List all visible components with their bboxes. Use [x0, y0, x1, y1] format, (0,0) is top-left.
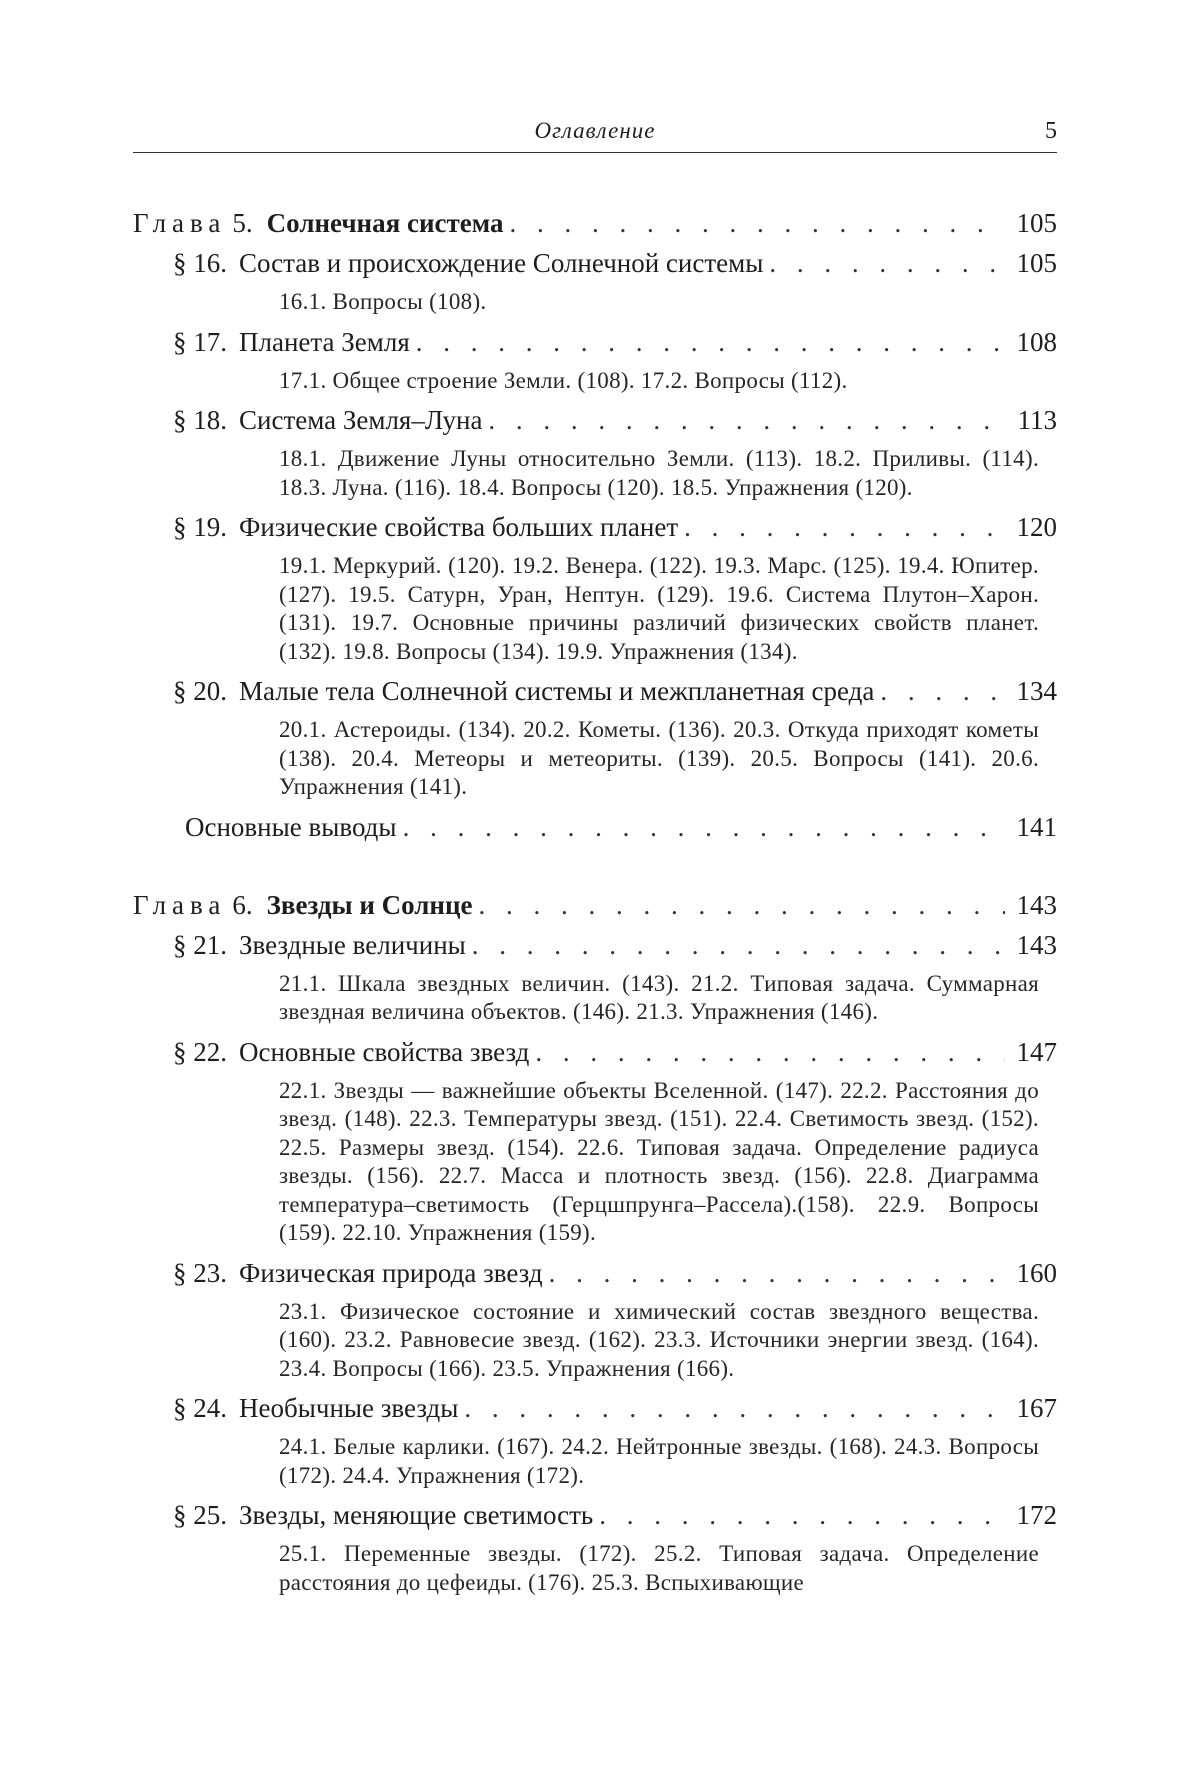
toc-section[interactable]	[173, 1393, 1057, 1490]
subsection-list: 25.1. Переменные звезды. (172). 25.2. Типовая задача. Определение расстояния до цефеиды. (176). 25.3. Вспыхивающие	[279, 1541, 1039, 1595]
table-of-contents	[133, 208, 1057, 1607]
running-title: Оглавление	[534, 118, 656, 143]
section-number: § 22.	[173, 1036, 227, 1067]
dot-leader	[549, 1258, 1005, 1289]
section-title: Планета Земля	[239, 326, 410, 357]
toc-section[interactable]	[173, 1037, 1057, 1248]
conclusions-title: Основные выводы	[185, 811, 397, 842]
section-title: Звездные величины	[239, 929, 466, 960]
dot-leader	[479, 890, 1005, 921]
chapter-title: Звезды и Солнце	[266, 889, 473, 920]
chapter-page: 105	[1016, 208, 1057, 238]
toc-page	[133, 0, 1057, 1778]
subsection-list: 24.1. Белые карлики. (167). 24.2. Нейтронные звезды. (168). 24.3. Вопросы (172). 24.4. Упражнения (172).	[279, 1434, 1039, 1488]
section-number: § 18.	[173, 405, 227, 435]
section-number: § 24.	[173, 1393, 227, 1423]
subsection-list: 18.1. Движение Луны относительно Земли. (113). 18.2. Приливы. (114). 18.3. Луна. (116). 18.4. Вопросы (120). 18.5. Упражнения (120).	[279, 446, 1039, 500]
dot-leader	[464, 1393, 1005, 1424]
dot-leader	[769, 248, 1005, 279]
toc-section[interactable]	[173, 327, 1057, 396]
conclusions-page: 141	[1016, 811, 1057, 842]
chapter-heading[interactable]	[133, 208, 1057, 248]
subsection-list: 21.1. Шкала звездных величин. (143). 21.2. Типовая задача. Суммарная звездная величина объектов. (146). 21.3. Упражнения (146).	[279, 970, 1039, 1024]
dot-leader	[509, 208, 1005, 239]
chapter-heading[interactable]	[133, 890, 1057, 930]
chapter-spacer	[133, 852, 1057, 890]
section-title: Необычные звезды	[239, 1393, 459, 1423]
section-title: Малые тела Солнечной системы и межпланетная среда	[239, 676, 875, 706]
section-title: Физические свойства больших планет	[239, 512, 679, 542]
chapter-title: Солнечная система	[266, 208, 504, 238]
toc-section[interactable]	[173, 512, 1057, 666]
subsection-list: 17.1. Общее строение Земли. (108). 17.2. Вопросы (112).	[279, 367, 848, 393]
section-number: § 16.	[173, 248, 227, 278]
section-page: 108	[1016, 326, 1057, 357]
subsection-list: 20.1. Астероиды. (134). 20.2. Кометы. (136). 20.3. Откуда приходят кометы (138). 20.4. Метеоры и метеориты. (139). 20.5. Вопросы (141). 20.6. Упражнения (141).	[279, 717, 1039, 799]
dot-leader	[535, 1037, 1005, 1068]
section-page: 120	[1016, 512, 1057, 542]
toc-section[interactable]	[173, 676, 1057, 802]
chapter-word: Глава	[133, 208, 227, 238]
section-title: Система Земля–Луна	[239, 405, 483, 435]
page-number: 5	[1045, 118, 1057, 144]
toc-section[interactable]	[173, 405, 1057, 502]
section-page: 160	[1016, 1257, 1057, 1288]
section-page: 134	[1016, 676, 1057, 706]
section-number: § 17.	[173, 326, 227, 357]
section-page: 167	[1016, 1393, 1057, 1423]
section-number: § 23.	[173, 1257, 227, 1288]
chapter-word: Глава	[133, 889, 227, 920]
section-title: Звезды, меняющие светимость	[239, 1500, 594, 1530]
dot-leader	[684, 512, 1005, 543]
running-header	[133, 118, 1057, 153]
chapter-number: 6.	[232, 889, 253, 920]
section-title: Основные свойства звезд	[239, 1036, 530, 1067]
section-number: § 21.	[173, 929, 227, 960]
toc-section[interactable]	[173, 1258, 1057, 1384]
dot-leader	[880, 676, 1005, 707]
subsection-list: 23.1. Физическое состояние и химический состав звездного вещества. (160). 23.2. Равновесие звезд. (162). 23.3. Источники энергии звезд. (164). 23.4. Вопросы (166). 23.5. Упражнения (166).	[279, 1298, 1039, 1381]
section-number: § 19.	[173, 512, 227, 542]
chapter-number: 5.	[232, 208, 253, 238]
dot-leader	[472, 930, 1005, 961]
conclusions-entry[interactable]	[185, 812, 1057, 852]
dot-leader	[488, 405, 1005, 436]
dot-leader	[599, 1500, 1005, 1531]
section-page: 105	[1016, 248, 1057, 278]
toc-section[interactable]	[173, 1500, 1057, 1597]
chapter-page: 143	[1016, 889, 1057, 920]
section-title: Состав и происхождение Солнечной системы	[239, 248, 764, 278]
subsection-list: 16.1. Вопросы (108).	[279, 289, 487, 314]
dot-leader	[416, 327, 1005, 358]
section-page: 147	[1016, 1036, 1057, 1067]
dot-leader	[403, 812, 1005, 843]
section-page: 113	[1017, 405, 1057, 435]
section-title: Физическая природа звезд	[239, 1257, 543, 1288]
toc-section[interactable]	[173, 248, 1057, 317]
subsection-list: 22.1. Звезды — важнейшие объекты Вселенной. (147). 22.2. Расстояния до звезд. (148). 22.3. Температуры звезд. (151). 22.4. Светимость звезд. (152). 22.5. Размеры звезд. (154). 22.6. Типовая задача. Определение радиуса звезды. (156). 22.7. Масса и плотность звезд. (156). 22.8. Диаграмма температура–светимость (Герцшпрунга–Рассела).(158). 22.9. Вопросы (159). 22.10. Упражнения (159).	[279, 1077, 1039, 1245]
section-number: § 25.	[173, 1500, 227, 1530]
subsection-list: 19.1. Меркурий. (120). 19.2. Венера. (122). 19.3. Марс. (125). 19.4. Юпитер. (127). 19.5. Сатурн, Уран, Нептун. (129). 19.6. Система Плутон–Харон. (131). 19.7. Основные причины различий физических свойств планет. (132). 19.8. Вопросы (134). 19.9. Упражнения (134).	[279, 553, 1039, 664]
section-number: § 20.	[173, 676, 227, 706]
toc-section[interactable]	[173, 930, 1057, 1027]
section-page: 172	[1016, 1500, 1057, 1530]
section-page: 143	[1016, 929, 1057, 960]
